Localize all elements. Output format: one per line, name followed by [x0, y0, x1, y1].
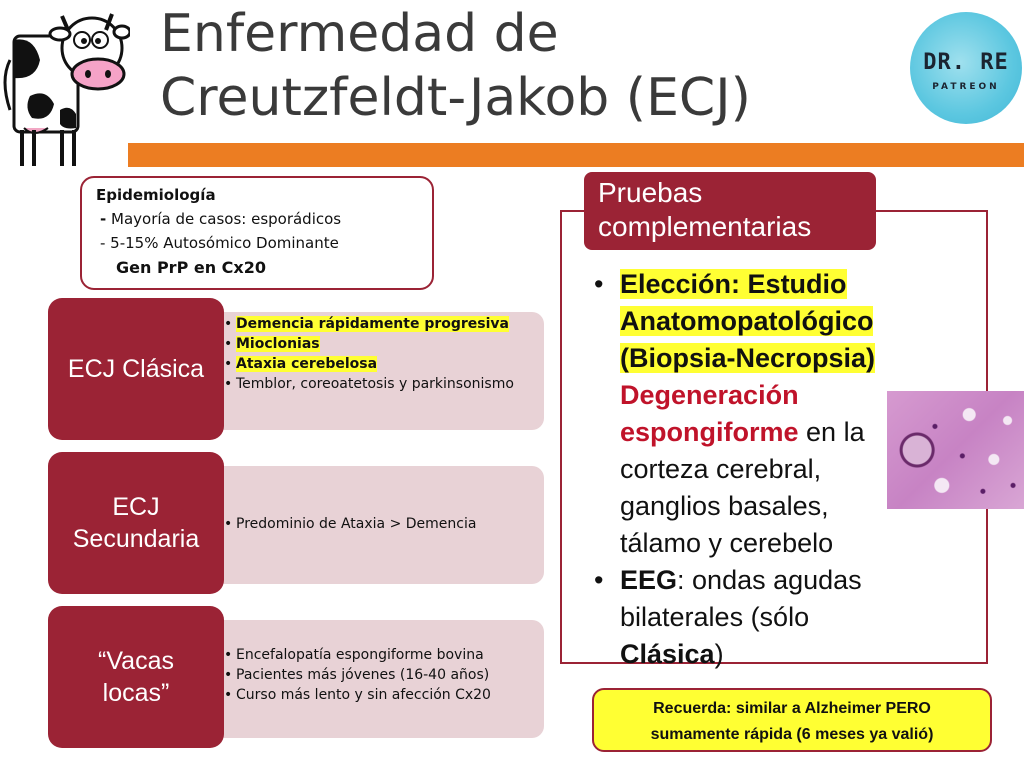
histology-image	[887, 391, 1024, 509]
list-item: • EEG: ondas agudas bilaterales (sólo Clásica)	[592, 562, 902, 673]
tests-list	[592, 266, 902, 673]
category-classic-label: ECJ Clásica	[48, 298, 224, 440]
title-line-1: Enfermedad de	[160, 4, 559, 64]
category-mad-cow-list	[222, 645, 542, 705]
list-item: • Predominio de Ataxia > Demencia	[222, 514, 542, 534]
list-item	[592, 266, 902, 562]
list-item: • Temblor, coreoatetosis y parkinsonismo	[222, 374, 542, 394]
epidemiology-box	[80, 176, 434, 290]
category-classic-list	[222, 314, 542, 394]
category-mad-cow-label: “Vacas locas”	[48, 606, 224, 748]
list-item: • Demencia rápidamente progresiva	[222, 314, 542, 334]
cow-illustration	[0, 0, 130, 170]
epidemiology-line-3: Gen PrP en Cx20	[116, 258, 266, 277]
dr-re-logo	[910, 12, 1022, 124]
category-secondary-list	[222, 514, 542, 534]
list-item: • Mioclonias	[222, 334, 542, 354]
list-item: • Pacientes más jóvenes (16-40 años)	[222, 665, 542, 685]
list-item: • Curso más lento y sin afección Cx20	[222, 685, 542, 705]
logo-sub-text: PATREON	[932, 82, 1000, 92]
category-secondary-label: ECJ Secundaria	[48, 452, 224, 594]
biopsy-choice-text: Elección: Estudio Anatomopatológico (Biopsia-Necropsia)	[620, 269, 876, 373]
spongiform-text: Degeneración espongiforme	[620, 380, 799, 447]
slide-title	[160, 2, 860, 130]
locations-text: en la corteza cerebral, ganglios basales, tálamo y cerebelo	[620, 417, 865, 558]
list-item: • Encefalopatía espongiforme bovina	[222, 645, 542, 665]
epidemiology-line-1: - Mayoría de casos: esporádicos	[100, 210, 342, 228]
epidemiology-heading: Epidemiología	[96, 186, 216, 204]
tests-panel-header: Pruebas complementarias	[584, 172, 876, 250]
epidemiology-line-2: - 5-15% Autosómico Dominante	[100, 234, 339, 252]
title-line-2: Creutzfeldt-Jakob (ECJ)	[160, 68, 751, 128]
logo-main-text: DR. RE	[923, 50, 1009, 75]
reminder-box: Recuerda: similar a Alzheimer PERO sumamente rápida (6 meses ya valió)	[592, 688, 992, 752]
list-item: • Ataxia cerebelosa	[222, 354, 542, 374]
title-underline-bar	[128, 143, 1024, 167]
